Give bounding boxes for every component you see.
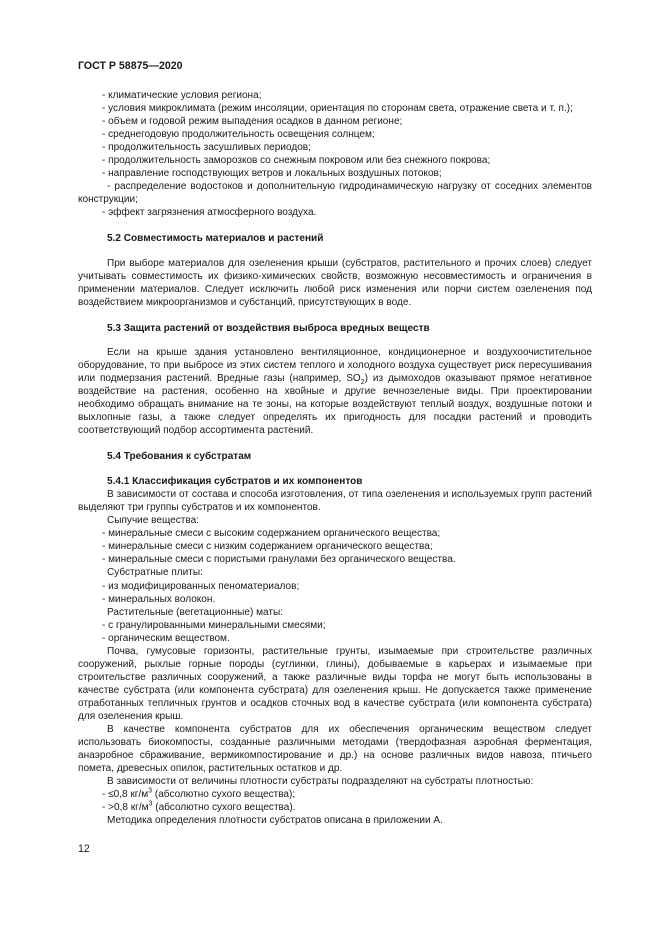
list-item: - распределение водостоков и дополнительную гидродинамическую нагрузку от соседних элементов конструкции; [78,181,592,206]
paragraph-part: ) из дымоходов оказывают прямое негативное воздействие на растения, особенно на хвойные и другие вечнозеленые виды. При проектировании необходимо обращать внимание на те зоны, на которые воздействуют теплый воздух, воздушные потоки и выхлопные газы, а также следует определять их пригодность для посадки растений и проводить соответствующий подбор ассортимента растений. [78,372,592,437]
paragraph: При выборе материалов для озеленения крыши (субстратов, растительного и прочих слоев) следует учитывать совместимость их физико-химических свойств, возможную несовместимость и ограничения в применении материалов. Следует исключить любой риск изменения или порчи систем озеленения под воздействием микроорганизмов и субстанций, присутствующих в воде. [78,257,592,308]
list-item: - эффект загрязнения атмосферного воздуха. [102,207,317,219]
text-part: - >0,8 кг/м [102,802,149,814]
list-item: - с гранулированными минеральными смесями; [102,619,326,631]
paragraph: В качестве компонента субстратов для их обеспечения органическим веществом следует использовать биокомпосты, созданные различными методами (твердофазная аэробная ферментация, анаэробное сбраживание, вермикомпостирование и др.) на основе различных видов навоза, птичьего помета, древесных опилок, растительных остатков и др. [78,724,592,775]
paragraph: В зависимости от величины плотности субстраты подразделяют на субстраты плотностью: [107,776,534,788]
text-part: (абсолютно сухого вещества); [152,789,296,801]
list-item: - продолжительность заморозков со снежным покровом или без снежного покрова; [102,155,491,167]
document-body [78,89,592,827]
list-item: - объем и годовой режим выпадения осадков в данном регионе; [102,116,403,128]
list-item: - органическим веществом. [102,632,230,644]
subscript: 2 [360,378,365,386]
doc-header: ГОСТ Р 58875—2020 [78,60,183,72]
paragraph: Методика определения плотности субстратов описана в приложении А. [107,815,443,827]
paragraph-part: Если на крыше здания установлено вентиляционное, кондиционерное и воздухоочистительное оборудование, то при выбросе из этих систем теплого и холодного воздуха существует риск пересушивания или подмерзания растений. Вредные газы (например, SO [78,346,592,384]
superscript: 3 [148,787,153,795]
list-item: - условия микроклимата (режим инсоляции, ориентация по сторонам света, отражение света и т. п.); [102,103,573,115]
group-label: Растительные (вегетационные) маты: [107,606,283,618]
list-item: - продолжительность засушливых периодов; [102,142,311,154]
section-heading-5-2: 5.2 Совместимость материалов и растений [107,233,324,245]
paragraph: Почва, гумусовые горизонты, растительные грунты, изымаемые при строительстве различных сооружений, рыхлые горные породы (суглинки, глины), добываемые в карьерах и изымаемые при строительстве различных сооружений, а также различные виды торфа не могут быть использованы в качестве субстрата (или компонента субстрата) для озеленения крыш. Не допускается также применение отработанных тепличных грунтов и осадков сточных вод в качестве субстрата (или компонента субстрата) для озеленения крыш. [78,645,592,722]
paragraph: В зависимости от состава и способа изготовления, от типа озеленения и используемых групп растений выделяют три группы субстратов и их компонентов. [78,489,592,514]
list-item: - минеральные смеси с высоким содержанием органического вещества; [102,528,441,540]
section-heading-5-4: 5.4 Требования к субстратам [107,451,252,463]
text-part: (абсолютно сухого вещества). [152,802,296,814]
text-part: - ≤0,8 кг/м [102,789,149,801]
group-label: Субстратные плиты: [107,567,203,579]
list-item: - климатические условия региона; [102,90,262,101]
list-item [78,788,592,801]
page-number: 12 [78,843,90,855]
list-item: - минеральные смеси с низким содержанием органического вещества; [102,541,433,553]
section-heading-5-3: 5.3 Защита растений от воздействия выброса вредных веществ [107,322,430,334]
paragraph [78,346,592,437]
list-item: - среднегодовую продолжительность освещения солнцем; [102,129,375,141]
list-item: - минеральных волокон. [102,593,216,605]
list-item: - направление господствующих ветров и локальных воздушных потоков; [102,168,442,180]
list-item [78,801,592,814]
superscript: 3 [148,800,153,808]
list-item: - минеральные смеси с пористыми гранулами без органического вещества. [102,554,456,566]
list-item: - из модифицированных пеноматериалов; [102,580,300,592]
group-label: Сыпучие вещества: [107,515,199,527]
subsection-heading-5-4-1: 5.4.1 Классификация субстратов и их компонентов [107,476,363,488]
